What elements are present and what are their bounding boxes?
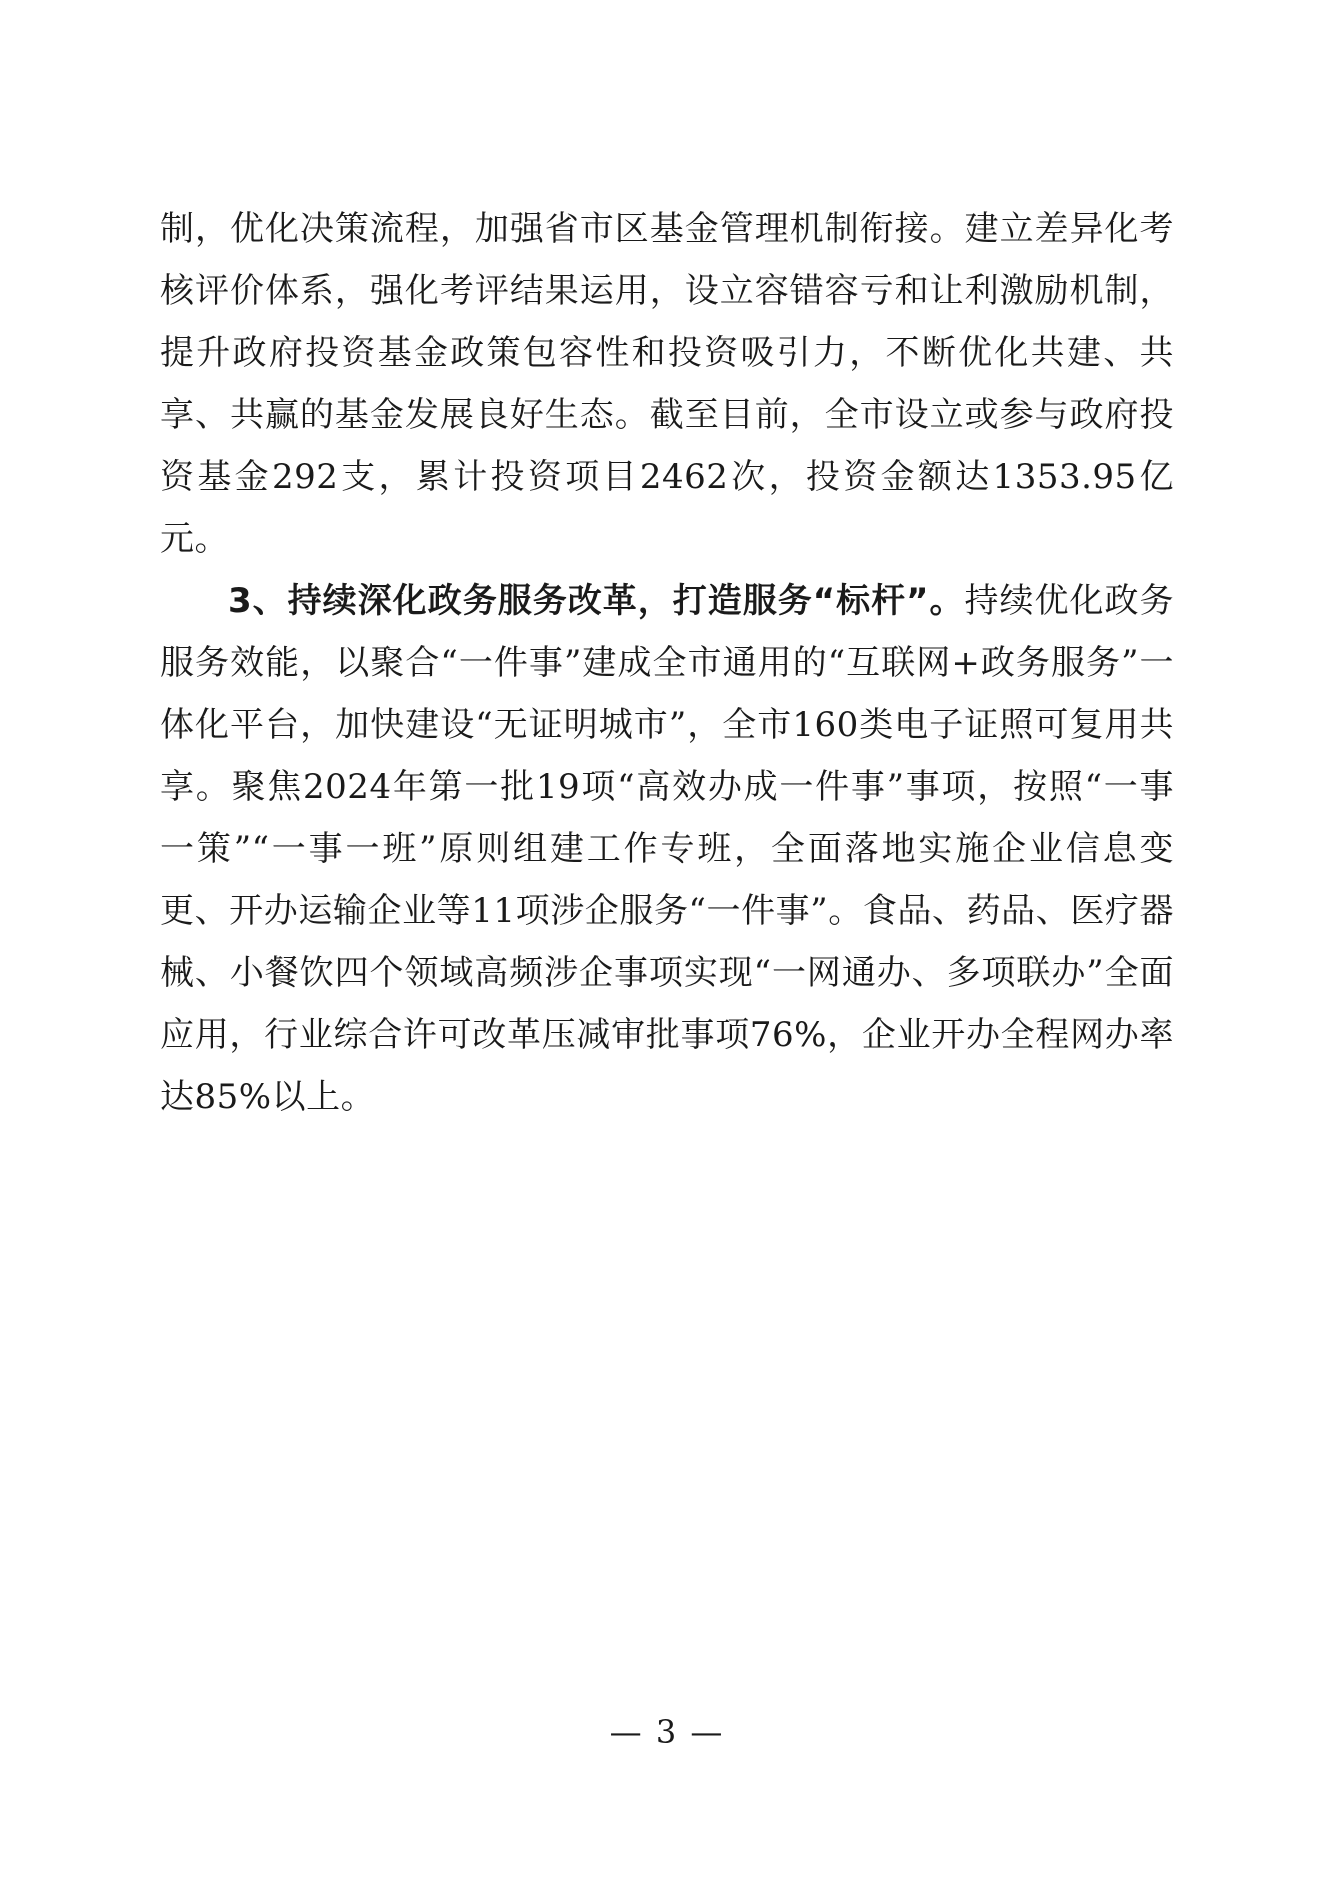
page-number: — 3 — — [609, 1713, 725, 1751]
body-text — [160, 198, 1174, 1128]
section-heading-service-benchmark: 3、持续深化政务服务改革，打造服务“标杆”。 — [228, 581, 965, 621]
paragraph-service-body: 持续优化政务服务效能，以聚合“一件事”建成全市通用的“互联网+政务服务”一体化平台，加快建设“无证明城市”，全市160类电子证照可复用共享。聚焦2024年第一批19项“高效办成一件事”事项，按照“一事一策”“一事一班”原则组建工作专班，全面落地实施企业信息变更、开办运输企业等11项涉企服务“一件事”。食品、药品、医疗器械、小餐饮四个领域高频涉企事项实现“一网通办、多项联办”全面应用，行业综合许可改革压减审批事项76%，企业开办全程网办率达85%以上。 — [160, 581, 1174, 1117]
paragraph-government-service-reform — [160, 570, 1174, 1128]
paragraph-fund-mechanism: 制，优化决策流程，加强省市区基金管理机制衔接。建立差异化考核评价体系，强化考评结果运用，设立容错容亏和让利激励机制，提升政府投资基金政策包容性和投资吸引力，不断优化共建、共享、共赢的基金发展良好生态。截至目前，全市设立或参与政府投资基金292支，累计投资项目2462次，投资金额达1353.95亿元。 — [160, 209, 1174, 559]
